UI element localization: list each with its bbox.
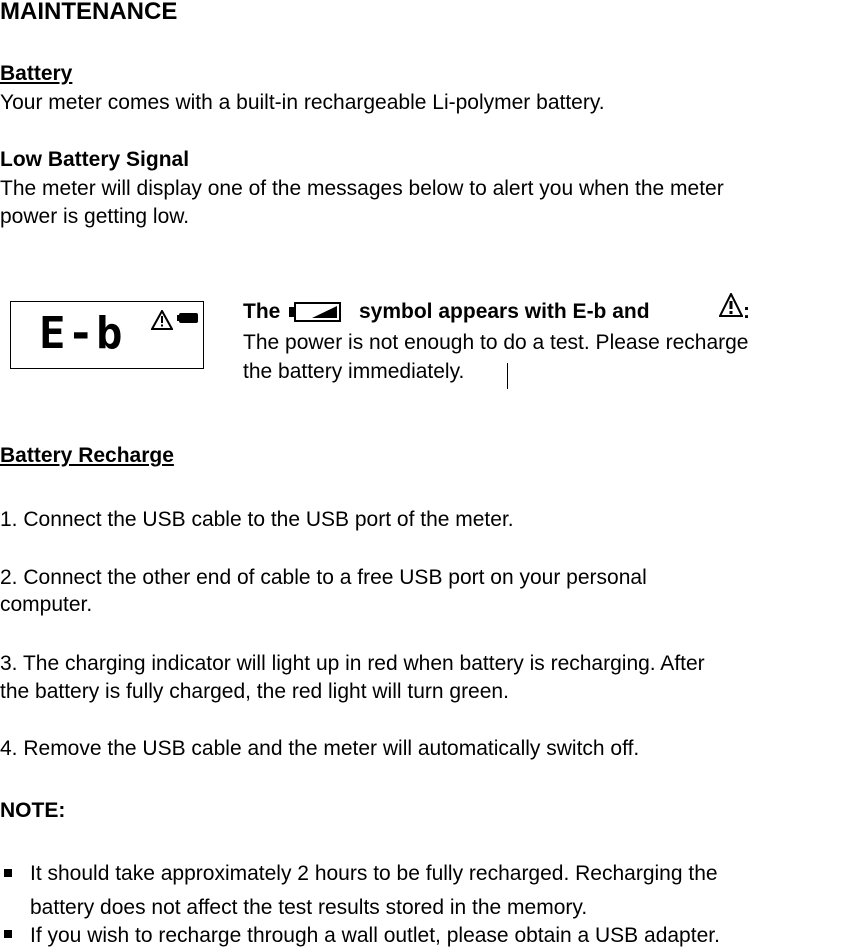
message-the: The <box>243 300 281 323</box>
low-battery-line2: power is getting low. <box>0 205 190 228</box>
note-bullet1-line2: battery does not affect the test results stored in the memory. <box>30 896 588 919</box>
battery-text: Your meter comes with a built-in rechargeable Li-polymer battery. <box>0 91 605 114</box>
lcd-display-text: E-b <box>39 308 125 359</box>
recharge-step3-line2: the battery is fully charged, the red light will turn green. <box>0 680 509 703</box>
battery-icon <box>288 302 342 322</box>
note-bullet1-line1: It should take approximately 2 hours to be fully recharged. Recharging the <box>30 862 718 885</box>
recharge-step2-line1: 2. Connect the other end of cable to a free USB port on your personal <box>0 566 647 589</box>
note-bullet2: If you wish to recharge through a wall outlet, please obtain a USB adapter. <box>30 924 720 947</box>
note-heading: NOTE: <box>0 799 66 822</box>
page-title: MAINTENANCE <box>0 0 178 25</box>
lcd-battery-icon <box>177 312 199 324</box>
recharge-step2-line2: computer. <box>0 593 93 616</box>
text-cursor <box>507 363 508 389</box>
recharge-step1: 1. Connect the USB cable to the USB port of the meter. <box>0 508 514 531</box>
message-line1: The power is not enough to do a test. Please recharge <box>243 331 749 354</box>
lcd-warning-triangle-icon <box>151 310 173 330</box>
recharge-step4: 4. Remove the USB cable and the meter will automatically switch off. <box>0 737 640 760</box>
recharge-heading: Battery Recharge <box>0 444 174 467</box>
low-battery-heading: Low Battery Signal <box>0 148 190 171</box>
message-line2: the battery immediately. <box>243 360 465 383</box>
recharge-step3-line1: 3. The charging indicator will light up in red when battery is recharging. After <box>0 652 705 675</box>
message-colon: : <box>743 300 750 323</box>
low-battery-line1: The meter will display one of the messages below to alert you when the meter <box>0 177 724 200</box>
bullet-marker <box>4 869 12 877</box>
battery-heading: Battery <box>0 62 73 85</box>
bullet-marker <box>4 930 12 938</box>
warning-triangle-icon <box>719 293 743 317</box>
message-symbol-text: symbol appears with E-b and <box>359 300 650 323</box>
lcd-display <box>10 301 204 369</box>
